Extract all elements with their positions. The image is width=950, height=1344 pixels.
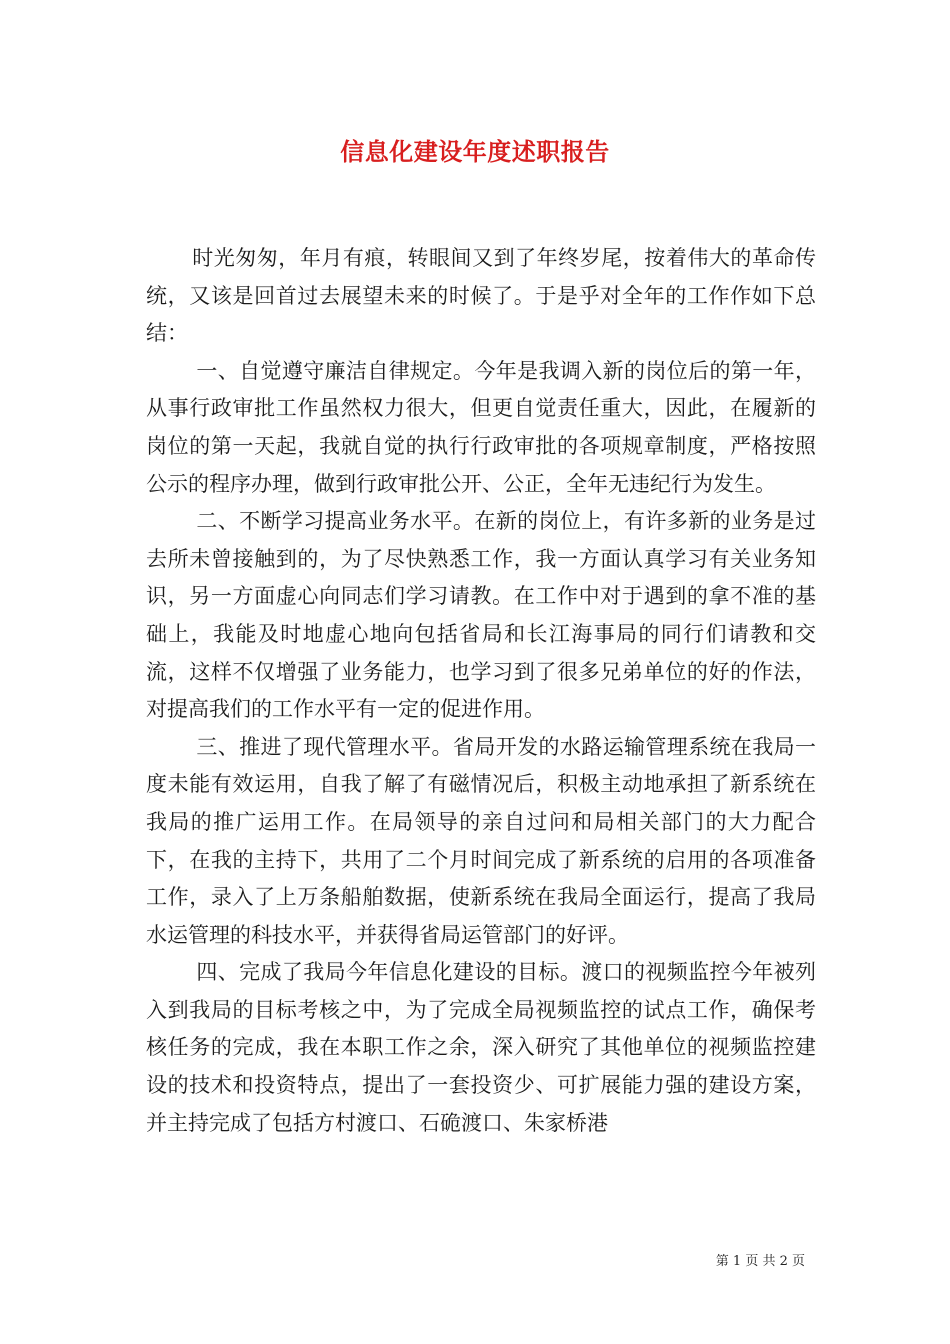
page-number: 第 1 页 共 2 页: [715, 1254, 805, 1269]
paragraph-intro: 时光匆匆，年月有痕，转眼间又到了年终岁尾，按着伟大的革命传统，又该是回首过去展望未来的时候了。于是乎对全年的工作作如下总结：: [146, 246, 816, 346]
document-body: [146, 240, 816, 1142]
document-title: 信息化建设年度述职报告: [340, 137, 610, 166]
paragraph-section-3: 三、推进了现代管理水平。省局开发的水路运输管理系统在我局一度未能有效运用，自我了解了有磁情况后，积极主动地承担了新系统在我局的推广运用工作。在局领导的亲自过问和局相关部门的大力配合下，在我的主持下，共用了二个月时间完成了新系统的启用的各项准备工作，录入了上万条船舶数据，使新系统在我局全面运行，提高了我局水运管理的科技水平，并获得省局运管部门的好评。: [146, 734, 816, 947]
paragraph-section-1: 一、自觉遵守廉洁自律规定。今年是我调入新的岗位后的第一年，从事行政审批工作虽然权力很大，但更自觉责任重大，因此，在履新的岗位的第一天起，我就自觉的执行行政审批的各项规章制度，严格按照公示的程序办理，做到行政审批公开、公正，全年无违纪行为发生。: [146, 358, 816, 496]
paragraph-section-2: 二、不断学习提高业务水平。在新的岗位上，有许多新的业务是过去所未曾接触到的，为了尽快熟悉工作，我一方面认真学习有关业务知识，另一方面虚心向同志们学习请教。在工作中对于遇到的拿不准的基础上，我能及时地虚心地向包括省局和长江海事局的同行们请教和交流，这样不仅增强了业务能力，也学习到了很多兄弟单位的好的作法，对提高我们的工作水平有一定的促进作用。: [146, 509, 816, 722]
paragraph-section-4: 四、完成了我局今年信息化建设的目标。渡口的视频监控今年被列入到我局的目标考核之中，为了完成全局视频监控的试点工作，确保考核任务的完成，我在本职工作之余，深入研究了其他单位的视频监控建设的技术和投资特点，提出了一套投资少、可扩展能力强的建设方案，并主持完成了包括方村渡口、石硊渡口、朱家桥港: [146, 960, 816, 1135]
